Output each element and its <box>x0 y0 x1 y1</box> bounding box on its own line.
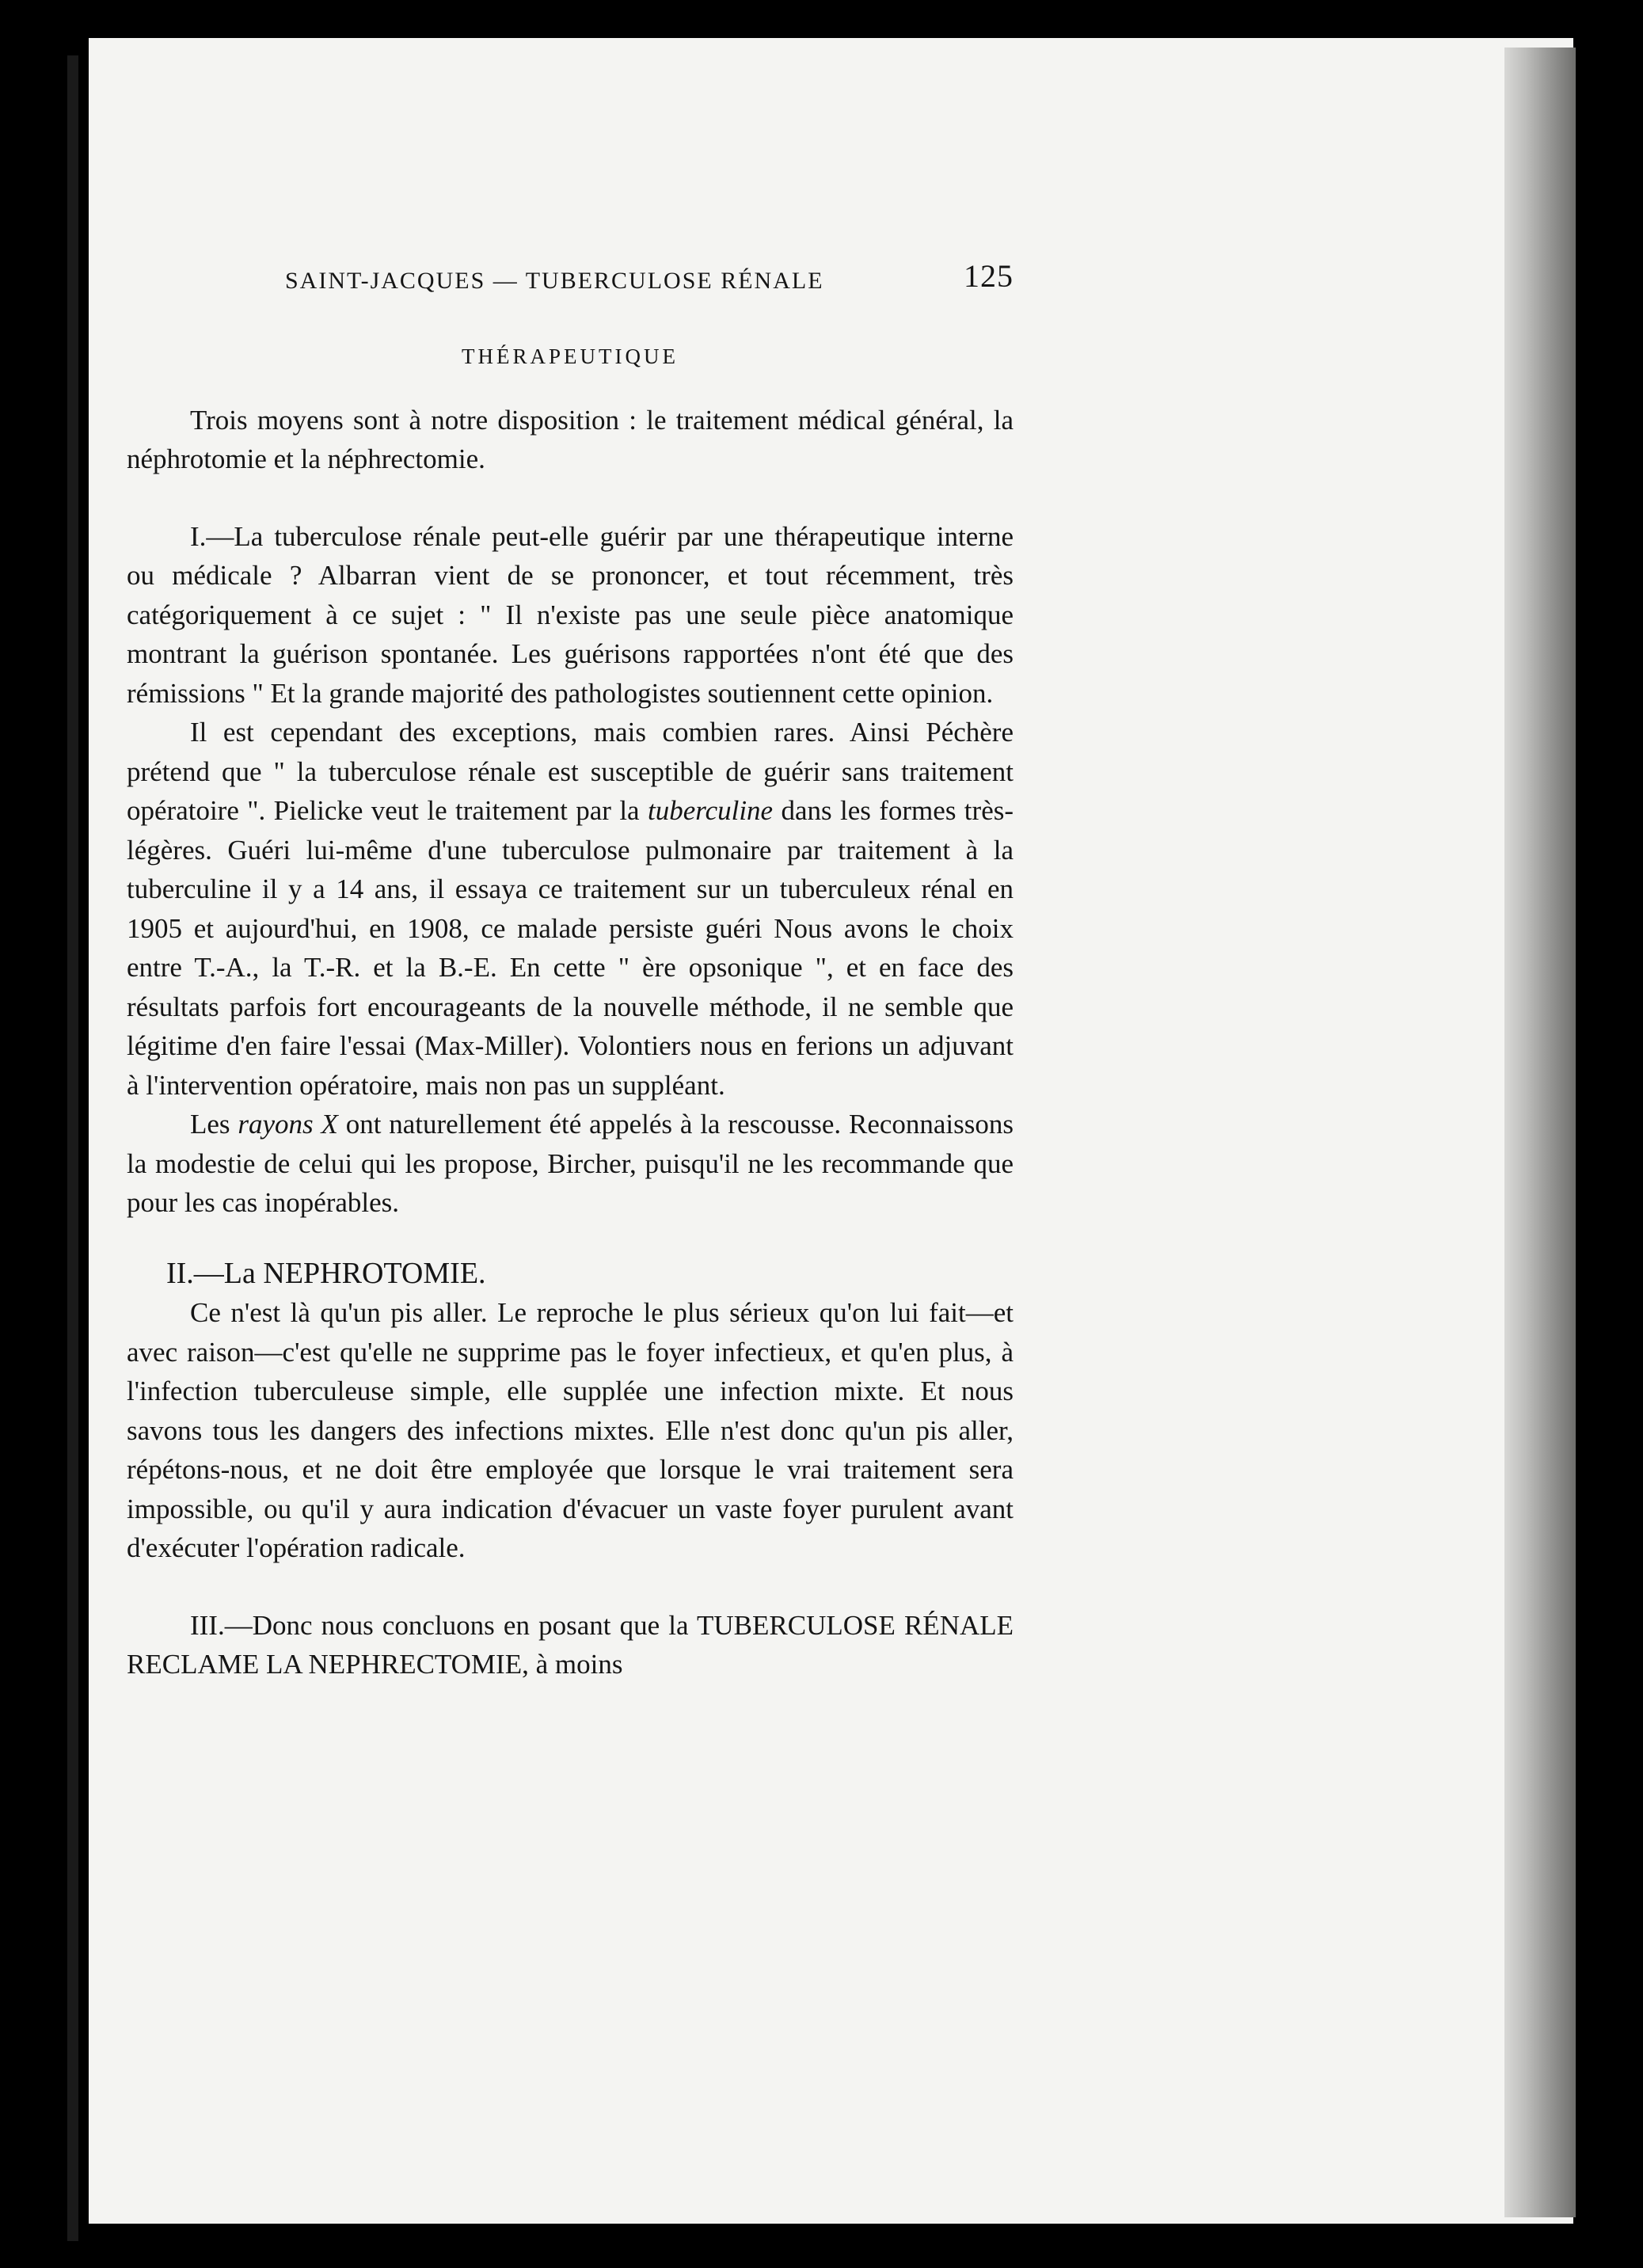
italic-term: tuberculine <box>647 795 774 826</box>
paragraph-rayons <box>127 1105 1014 1223</box>
paragraph-therapeutique-interne: I.—La tuberculose rénale peut-elle guérir par une thérapeutique interne ou médicale ? Albarran vient de se prononcer, et tout récemment, très catégoriquement à ce sujet : " Il n'existe pas une seule pièce anatomique montrant la guérison spontanée. Les guérisons rapportées n'ont été que des rémissions " Et la grande majorité des pathologistes soutiennent cette opinion. <box>127 520 1014 709</box>
text-run: Les <box>190 1109 230 1140</box>
paragraph-nephrotomie: Ce n'est là qu'un pis aller. Le reproche le plus sérieux qu'on lui fait—et avec raison—c'est qu'elle ne supprime pas le foyer infectieux, et qu'en plus, à l'infection tuberculeuse simple, elle supplée une infection mixte. Et nous savons tous les dangers des infections mixtes. Elle n'est donc qu'un pis aller, répétons-nous, et ne doit être employée que lorsque le vrai traitement sera impossible, ou qu'il y aura indication d'évacuer un vaste foyer purulent avant d'exécuter l'opération radicale. <box>127 1297 1014 1563</box>
subheading-nephrotomie: II.—La NEPHROTOMIE. <box>166 1256 486 1290</box>
running-title: SAINT-JACQUES — TUBERCULOSE RÉNALE <box>285 268 824 294</box>
running-head <box>127 258 1014 309</box>
section-title: THÉRAPEUTIQUE <box>462 344 679 368</box>
paragraph-exceptions <box>127 713 1014 1105</box>
paragraph-conclusion: III.—Donc nous concluons en posant que la TUBERCULOSE RÉNALE RECLAME LA NEPHRECTOMIE, à moins <box>127 1609 1014 1680</box>
page-number: 125 <box>964 258 1014 294</box>
text-run: ont naturellement été appelés à la rescousse. Reconnaissons la modestie de celui qui les propose, Bircher, puisqu'il ne les recommande que pour les cas inopérables. <box>127 1109 1014 1218</box>
text-run: Il est cependant des exceptions, mais combien rares. Ainsi Péchère prétend que " la tuberculose rénale est susceptible de guérir sans traitement opératoire ". Pielicke veut le traitement par la <box>127 717 1014 826</box>
paragraph-intro: Trois moyens sont à notre disposition : le traitement médical général, la néphrotomie et la néphrectomie. <box>127 404 1014 474</box>
left-page-edge <box>67 55 78 2241</box>
book-fore-edge <box>1504 48 1576 2217</box>
page-text <box>127 258 1014 1684</box>
italic-term: rayons X <box>238 1109 338 1140</box>
text-run: dans les formes très-légères. Guéri lui-même d'une tuberculose pulmonaire par traitement à la tuberculine il y a 14 ans, il essaya ce traitement sur un tuberculeux rénal en 1905 et aujourd'hui, en 1908, ce malade persiste guéri Nous avons le choix entre T.-A., la T.-R. et la B.-E. En cette " ère opsonique ", et en face des résultats parfois fort encourageants de la nouvelle méthode, il ne semble que légitime d'en faire l'essai (Max-Miller). Volontiers nous en ferions un adjuvant à l'intervention opératoire, mais non pas un suppléant. <box>127 795 1014 1101</box>
